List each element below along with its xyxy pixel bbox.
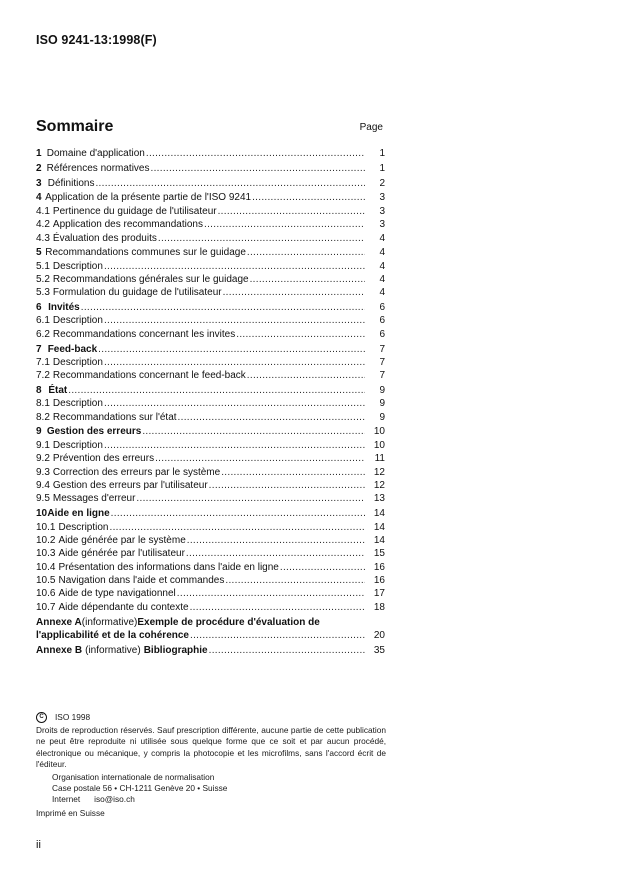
rights-notice: Droits de reproduction réservés. Sauf prescription différente, aucune partie de cette publication ne peut être reproduite ni utilisée sous quelque forme que ce soit et par aucun procédé, électronique ou mécanique, y compris la photocopie et les microfilms, sans l'accord écrit de l'éditeur. (36, 725, 386, 769)
dot-leader (190, 601, 365, 614)
publisher-address (52, 772, 386, 806)
dot-leader (142, 425, 365, 438)
toc-entry-number: 9.1 (36, 439, 50, 451)
toc-entry-page: 7 (379, 370, 385, 382)
dot-leader (104, 439, 365, 452)
toc-entry[interactable] (36, 384, 385, 397)
toc-entry[interactable] (36, 587, 385, 600)
toc-entry-title: Description (52, 315, 103, 327)
dot-leader (252, 191, 365, 204)
toc-entry-title: État (48, 385, 68, 397)
toc-entry-title: Recommandations générales sur le guidage (52, 274, 249, 285)
dot-leader (111, 507, 365, 520)
internet-address: iso@iso.ch (94, 794, 135, 805)
toc-entry-title: Description (52, 439, 103, 451)
toc-entry-title: Évaluation des produits (52, 232, 157, 244)
toc-entry-number: 10.5 (36, 575, 56, 587)
toc-entry-page: 20 (373, 629, 385, 641)
printed-in: Imprimé en Suisse (36, 807, 105, 818)
dot-leader (209, 644, 365, 657)
toc-entry[interactable] (36, 479, 385, 492)
toc-entry-page: 17 (373, 588, 385, 600)
toc-entry[interactable] (36, 191, 385, 204)
toc-entry-page: 9 (379, 398, 385, 410)
toc-entry-title: Aide en ligne (47, 508, 110, 520)
toc-title: Sommaire (36, 118, 114, 135)
toc-entry-title: Recommandations concernant le feed-back (52, 370, 246, 382)
dot-leader (218, 205, 365, 218)
toc-entry-page: 4 (379, 287, 385, 299)
toc-entry[interactable] (36, 314, 385, 327)
annex-title-continued: l'applicabilité et de la cohérence (36, 629, 189, 641)
toc-entry-title: Formulation du guidage de l'utilisateur (52, 287, 222, 299)
toc-entry[interactable] (36, 232, 385, 245)
toc-entry[interactable] (36, 439, 385, 452)
toc-entry-page: 16 (373, 561, 385, 573)
toc-entry-number: 10.4 (36, 561, 56, 573)
toc-entry-page: 15 (373, 548, 385, 560)
toc-entry-title: Description (52, 260, 103, 272)
toc-entry[interactable] (36, 218, 385, 231)
toc-entry-number: 7.2 (36, 370, 50, 382)
toc-entry[interactable] (36, 205, 385, 218)
toc-entry-number: 7.1 (36, 356, 50, 368)
toc-entry-title: Aide dépendante du contexte (58, 601, 189, 613)
toc-entry[interactable] (36, 177, 385, 190)
toc-entry-number: 10.2 (36, 534, 56, 546)
toc-entry-page: 4 (379, 274, 385, 285)
toc-entry-page: 3 (379, 192, 385, 204)
dot-leader (110, 521, 366, 534)
dot-leader (104, 356, 365, 369)
toc-entry[interactable] (36, 601, 385, 614)
toc-entry-title: Aide générée par le système (58, 534, 186, 546)
dot-leader (98, 343, 365, 356)
toc-entry[interactable] (36, 425, 385, 438)
toc-annex-entry[interactable] (36, 616, 385, 629)
toc-entry-page: 6 (379, 315, 385, 327)
dot-leader (146, 147, 365, 160)
toc-entry-number: 6.1 (36, 315, 50, 327)
toc-entry-title: Messages d'erreur (52, 493, 136, 505)
dot-leader (204, 218, 365, 231)
toc-entry-number: 2 (36, 162, 42, 174)
toc-entry[interactable] (36, 507, 385, 520)
toc-entry-page: 10 (373, 439, 385, 451)
toc-entry-title: Aide générée par l'utilisateur (58, 548, 185, 560)
copyright-year: ISO 1998 (55, 712, 91, 722)
toc-entry[interactable] (36, 328, 385, 341)
toc-entry-page: 18 (373, 601, 385, 613)
dot-leader (178, 411, 365, 424)
toc-entry-title: Description (52, 356, 103, 368)
dot-leader (177, 587, 365, 600)
toc-entry-number: 10 (36, 508, 48, 520)
toc-entry-number: 9.5 (36, 493, 50, 505)
toc-entry-page: 35 (373, 644, 385, 656)
annex-kind: (informative) (81, 616, 138, 628)
toc-entry-number: 5.3 (36, 287, 50, 299)
toc-entry-number: 9.2 (36, 453, 50, 465)
dot-leader (81, 301, 365, 314)
toc-entry[interactable] (36, 369, 385, 382)
toc-entry-page: 13 (373, 493, 385, 505)
toc-entry-title: Description (58, 521, 109, 533)
toc-entry-title: Domaine d'application (46, 148, 145, 160)
toc-entry-number: 4 (36, 192, 42, 204)
toc-entry-page: 9 (379, 411, 385, 423)
toc-entry-title: Recommandations concernant les invites (52, 328, 236, 340)
toc-entry-page: 9 (379, 385, 385, 397)
toc-entry[interactable] (36, 397, 385, 410)
toc-entry-page: 4 (379, 232, 385, 244)
toc-entry[interactable] (36, 343, 385, 356)
toc-entry-title: Invités (48, 302, 80, 314)
toc-entry-page: 14 (373, 534, 385, 546)
toc-entry-title: Gestion des erreurs par l'utilisateur (52, 480, 208, 492)
toc-entry-page: 7 (379, 356, 385, 368)
toc-entry-page: 2 (379, 177, 385, 189)
dot-leader (221, 466, 365, 479)
toc-entry-number: 5 (36, 247, 42, 259)
toc-entry[interactable] (36, 273, 385, 286)
table-of-contents (36, 146, 385, 657)
toc-entry[interactable] (36, 466, 385, 479)
toc-entry-page: 12 (373, 466, 385, 478)
toc-entry-title: Application de la présente partie de l'ISO 9241 (45, 192, 252, 204)
toc-entry-page: 3 (379, 219, 385, 231)
toc-entry-number: 3 (36, 177, 42, 189)
toc-entry-title: Correction des erreurs par le système (52, 466, 221, 478)
toc-entry-page: 4 (379, 247, 385, 259)
toc-entry-number: 4.3 (36, 232, 50, 244)
toc-entry-page: 12 (373, 480, 385, 492)
copyright-icon: C (36, 712, 47, 723)
toc-annex-entry[interactable] (36, 644, 385, 657)
toc-entry[interactable] (36, 411, 385, 424)
toc-heading (36, 118, 383, 138)
toc-entry-title: Recommandations sur l'état (52, 411, 177, 423)
toc-entry-number: 9 (36, 426, 42, 438)
dot-leader (158, 232, 365, 245)
toc-entry-title: Navigation dans l'aide et commandes (58, 575, 225, 587)
toc-annex-entry-continued[interactable] (36, 629, 385, 642)
toc-entry-number: 8.2 (36, 411, 50, 423)
toc-entry[interactable] (36, 547, 385, 560)
toc-entry-number: 4.2 (36, 219, 50, 231)
toc-entry-page: 10 (373, 426, 385, 438)
toc-entry-number: 9.4 (36, 480, 50, 492)
toc-entry-page: 11 (374, 453, 385, 465)
toc-entry-title: Recommandations communes sur le guidage (45, 247, 246, 259)
toc-entry[interactable] (36, 246, 385, 259)
dot-leader (280, 561, 365, 574)
toc-entry-number: 9.3 (36, 466, 50, 478)
document-header: ISO 9241-13:1998(F) (36, 33, 157, 47)
toc-entry-number: 7 (36, 343, 42, 355)
dot-leader (247, 369, 365, 382)
toc-entry-title: Application des recommandations (52, 219, 203, 231)
toc-entry-number: 10.6 (36, 588, 56, 600)
dot-leader (247, 246, 365, 259)
toc-entry-number: 8 (36, 385, 42, 397)
toc-entry[interactable] (36, 574, 385, 587)
dot-leader (236, 328, 365, 341)
dot-leader (190, 629, 365, 642)
toc-entry-number: 8.1 (36, 398, 50, 410)
dot-leader (104, 397, 365, 410)
dot-leader (151, 162, 366, 175)
toc-entry-page: 6 (379, 328, 385, 340)
publisher-org: Organisation internationale de normalisation (52, 772, 215, 783)
toc-entry[interactable] (36, 356, 385, 369)
toc-entry-page: 1 (379, 162, 385, 174)
annex-kind: (informative) (85, 644, 141, 656)
toc-entry-page: 7 (379, 343, 385, 355)
dot-leader (136, 492, 365, 505)
toc-entry-title: Définitions (47, 177, 95, 189)
toc-entry-title: Prévention des erreurs (52, 453, 155, 465)
annex-label: Annexe B (36, 644, 83, 656)
toc-entry-number: 1 (36, 148, 42, 160)
dot-leader (104, 260, 365, 273)
toc-entry-page: 16 (373, 575, 385, 587)
toc-entry[interactable] (36, 286, 385, 299)
dot-leader (95, 177, 365, 190)
toc-entry-number: 6.2 (36, 328, 50, 340)
toc-entry[interactable] (36, 301, 385, 314)
toc-entry-number: 4.1 (36, 205, 50, 217)
toc-entry-number: 6 (36, 302, 42, 314)
dot-leader (68, 384, 365, 397)
toc-entry-page: 4 (379, 260, 385, 272)
page-number: ii (36, 839, 41, 851)
dot-leader (250, 273, 365, 286)
dot-leader (209, 479, 365, 492)
toc-page-label: Page (359, 122, 383, 133)
dot-leader (186, 547, 365, 560)
postal-address: Case postale 56 • CH-1211 Genève 20 • Suisse (52, 783, 228, 794)
toc-entry-page: 14 (373, 508, 385, 520)
toc-entry-title: Pertinence du guidage de l'utilisateur (52, 205, 217, 217)
toc-entry-page: 6 (379, 302, 385, 314)
toc-entry[interactable] (36, 452, 385, 465)
toc-entry-number: 5.1 (36, 260, 50, 272)
toc-entry-page: 1 (379, 148, 385, 160)
annex-title: Exemple de procédure d'évaluation de (137, 616, 320, 628)
toc-entry-title: Gestion des erreurs (46, 426, 142, 438)
toc-entry-title: Description (52, 398, 103, 410)
toc-entry[interactable] (36, 492, 385, 505)
dot-leader (155, 452, 365, 465)
annex-label: Annexe A (36, 616, 82, 628)
annex-title: Bibliographie (143, 644, 208, 656)
toc-entry[interactable] (36, 260, 385, 273)
toc-entry-page: 3 (379, 205, 385, 217)
toc-entry-title: Présentation des informations dans l'aide en ligne (58, 561, 279, 573)
dot-leader (104, 314, 365, 327)
toc-entry[interactable] (36, 521, 385, 534)
toc-entry-title: Références normatives (46, 162, 150, 174)
toc-entry-page: 14 (373, 521, 385, 533)
internet-label: Internet (52, 794, 81, 805)
copyright-block (36, 712, 386, 819)
toc-entry-number: 10.3 (36, 548, 56, 560)
toc-entry[interactable] (36, 561, 385, 574)
toc-entry-title: Aide de type navigationnel (58, 588, 176, 600)
toc-entry[interactable] (36, 147, 385, 160)
toc-entry[interactable] (36, 162, 385, 175)
dot-leader (225, 574, 365, 587)
dot-leader (187, 534, 365, 547)
dot-leader (223, 286, 365, 299)
toc-entry-number: 10.7 (36, 601, 56, 613)
internet-line (52, 794, 386, 805)
toc-entry-number: 5.2 (36, 274, 50, 285)
toc-entry[interactable] (36, 534, 385, 547)
toc-entry-number: 10.1 (36, 521, 56, 533)
toc-entry-title: Feed-back (47, 343, 98, 355)
